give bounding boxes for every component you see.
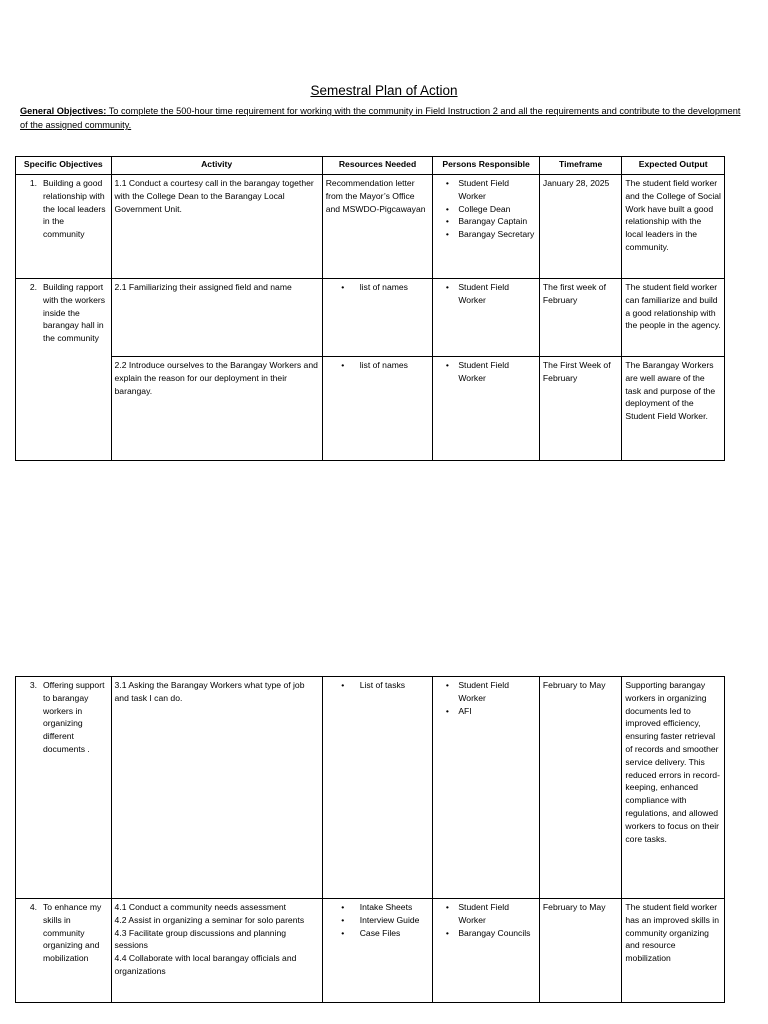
objective-number: 2. [29, 282, 37, 292]
objective-cell [16, 175, 112, 279]
general-objectives-text: To complete the 500-hour time requirement for working with the community in Field Instruction 2 and all the requirements and contribute to the development of the assigned community. [20, 106, 741, 130]
table-row [16, 677, 725, 899]
output-cell: Supporting barangay workers in organizing documents led to improved efficiency, ensuring faster retrieval of records and smoother service delivery. This reduced errors in record-keeping, enhanced compliance with regulations, and allowed workers to focus on their core tasks. [622, 677, 725, 899]
activity-cell: 2.1 Familiarizing their assigned field and name [111, 279, 322, 357]
list-item: • Case Files [326, 927, 430, 940]
header-expected-output: Expected Output [622, 157, 725, 175]
objective-number: 1. [29, 178, 37, 188]
table-row [16, 357, 725, 461]
activity-cell: 2.2 Introduce ourselves to the Barangay Workers and explain the reason for our deployment in their barangay. [111, 357, 322, 461]
table-row [16, 899, 725, 1003]
general-objectives [20, 104, 745, 132]
list-item: • List of tasks [326, 679, 430, 692]
objective-cell [16, 677, 112, 899]
persons-cell [433, 677, 540, 899]
resources-cell [322, 899, 433, 1003]
output-cell: The student field worker has an improved skills in community organizing and resource mobilization [622, 899, 725, 1003]
activity-line: 4.3 Facilitate group discussions and planning sessions [114, 927, 287, 951]
general-objectives-label: General Objectives: [20, 106, 107, 116]
bullet-icon: • [445, 229, 449, 240]
list-item: • Barangay Secretary [436, 228, 536, 241]
list-item: • Interview Guide [326, 914, 430, 927]
output-cell: The student field worker can familiarize and build a good relationship with the people in the agency. [622, 279, 725, 357]
header-persons: Persons Responsible [433, 157, 540, 175]
persons-cell [433, 357, 540, 461]
bullet-icon: • [445, 216, 449, 227]
bullet-icon: • [341, 680, 345, 690]
timeframe-cell: January 28, 2025 [539, 175, 621, 279]
list-item: • Student Field Worker [436, 177, 536, 203]
bullet-icon: • [445, 178, 449, 188]
activity-line: 4.4 Collaborate with local barangay officials and organizations [114, 953, 297, 976]
list-item: • Student Field Worker [436, 359, 536, 385]
output-cell: The Barangay Workers are well aware of the task and purpose of the deployment of the Student Field Worker. [622, 357, 725, 461]
activity-cell: 3.1 Asking the Barangay Workers what type of job and task I can do. [111, 677, 322, 899]
resources-cell: Recommendation letter from the Mayor’s Office and MSWDO-Pigcawayan [322, 175, 433, 279]
objective-text: Offering support to barangay workers in organizing different documents . [43, 680, 105, 754]
list-item: • Barangay Councils [436, 927, 536, 940]
resources-cell [322, 357, 433, 461]
list-item: • Barangay Captain [436, 215, 536, 228]
persons-cell [433, 175, 540, 279]
timeframe-cell: February to May [539, 677, 621, 899]
persons-cell [433, 279, 540, 357]
resources-cell [322, 279, 433, 357]
bullet-icon: • [341, 927, 345, 938]
document-title: Semestral Plan of Action [310, 83, 458, 98]
header-resources: Resources Needed [322, 157, 433, 175]
timeframe-cell: February to May [539, 899, 621, 1003]
list-item: • list of names [326, 359, 430, 372]
timeframe-cell: The first week of February [539, 279, 621, 357]
list-item: • AFI [436, 705, 536, 718]
bullet-icon: • [445, 282, 449, 292]
activity-cell [111, 899, 322, 1003]
list-item: • Student Field Worker [436, 679, 536, 705]
header-timeframe: Timeframe [539, 157, 621, 175]
objective-text: To enhance my skills in community organizing and mobilization [43, 902, 102, 964]
bullet-icon: • [341, 914, 345, 925]
bullet-icon: • [445, 927, 449, 938]
bullet-icon: • [341, 902, 345, 912]
resources-cell [322, 677, 433, 899]
bullet-icon: • [445, 360, 449, 370]
bullet-icon: • [445, 203, 449, 214]
table-header-row [16, 157, 725, 175]
activity-line: 4.1 Conduct a community needs assessment [114, 902, 287, 912]
header-activity: Activity [111, 157, 322, 175]
timeframe-cell: The First Week of February [539, 357, 621, 461]
table-row [16, 175, 725, 279]
list-item: • College Dean [436, 203, 536, 216]
list-item: • Student Field Worker [436, 281, 536, 307]
bullet-icon: • [341, 282, 345, 292]
activity-line: 4.2 Assist in organizing a seminar for solo parents [114, 914, 305, 925]
bullet-icon: • [341, 360, 345, 370]
bullet-icon: • [445, 705, 449, 716]
persons-cell [433, 899, 540, 1003]
list-item: • list of names [326, 281, 430, 294]
bullet-icon: • [445, 680, 449, 690]
activity-cell: 1.1 Conduct a courtesy call in the barangay together with the College Dean to the Barangay Local Government Unit. [111, 175, 322, 279]
plan-table-page-1 [15, 156, 725, 461]
plan-table-page-2 [15, 676, 725, 1003]
objective-cell [16, 899, 112, 1003]
objective-number: 4. [29, 902, 37, 912]
objective-number: 3. [29, 680, 37, 690]
output-cell: The student field worker and the College of Social Work have built a good relationship with the local leaders in the community. [622, 175, 725, 279]
header-specific-objectives: Specific Objectives [16, 157, 112, 175]
objective-cell [16, 279, 112, 461]
list-item: • Intake Sheets [326, 901, 430, 914]
objective-text: Building rapport with the workers inside the barangay hall in the community [43, 282, 106, 344]
table-row [16, 279, 725, 357]
list-item: • Student Field Worker [436, 901, 536, 927]
objective-text: Building a good relationship with the local leaders in the community [43, 178, 106, 240]
bullet-icon: • [445, 902, 449, 912]
